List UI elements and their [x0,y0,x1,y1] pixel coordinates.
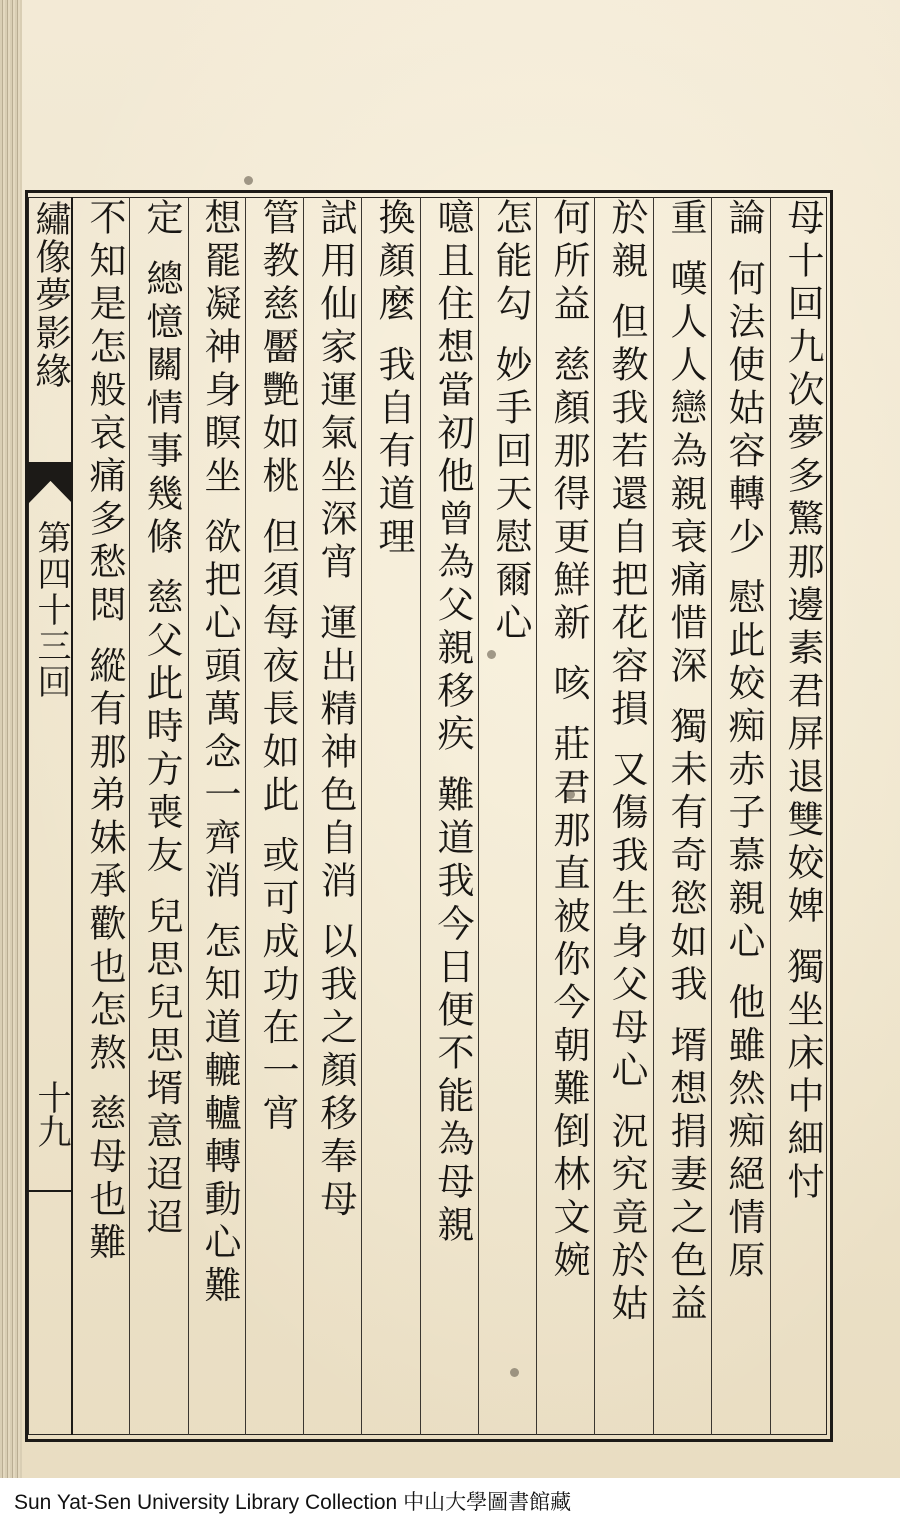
text-column-1: 母十回九次夢多驚那邊素君屏退雙姣婢 獨坐床中細忖 [781,198,824,1205]
column-rule [245,197,246,1435]
book-title: 繡像夢影緣 [30,200,71,390]
chapter-label: 第四十三回 [31,520,71,700]
column-rule [711,197,712,1435]
column-rule [478,197,479,1435]
text-column-12: 定 總憶關情事幾條 慈父此時方喪友 兒思兒思壻意迢迢 [140,198,183,1241]
column-rule [303,197,304,1435]
leaf-number: 十九 [31,1080,71,1148]
text-column-2: 論 何法使姑容轉少 慰此姣痴赤子慕親心 他雖然痴絕情原 [722,198,765,1284]
column-rule [361,197,362,1435]
collection-caption: Sun Yat-Sen University Library Collection 中山大學圖書館藏 [0,1478,900,1527]
column-rule [770,197,771,1435]
column-rule [653,197,654,1435]
text-column-3: 重 嘆人人戀為親衰痛惜深 獨未有奇慾如我 壻想捐妻之色益 [664,198,707,1327]
text-column-10: 管教慈靨艷如桃 但須每夜長如此 或可成功在一宵 [256,198,299,1137]
text-column-5: 何所益 慈顏那得更鮮新 咳 莊君那直被你今朝難倒林文婉 [547,198,590,1284]
column-rule [594,197,595,1435]
text-column-7: 噫且住想當初他曾為父親移疾 難道我今日便不能為母親 [431,198,474,1248]
text-column-4: 於親 但教我若還自把花容損 又傷我生身父母心 況究竟於姑 [605,198,648,1327]
text-column-11: 想罷凝神身瞑坐 欲把心頭萬念一齊消 怎知道轆轤轉動心難 [198,198,241,1309]
column-rule [188,197,189,1435]
text-column-6: 怎能勾 妙手回天慰爾心 [489,198,532,646]
column-rule [129,197,130,1435]
text-column-8: 換顏麼 我自有道理 [372,198,415,560]
band-rule [28,1190,73,1192]
text-column-13: 不知是怎般哀痛多愁悶 縱有那弟妹承歡也怎熬 慈母也難 [83,198,126,1266]
column-rule [536,197,537,1435]
page-edge [0,0,22,1478]
binding-hole [244,176,253,185]
text-column-9: 試用仙家運氣坐深宵 運出精神色自消 以我之顏移奉母 [314,198,357,1223]
column-rule [420,197,421,1435]
